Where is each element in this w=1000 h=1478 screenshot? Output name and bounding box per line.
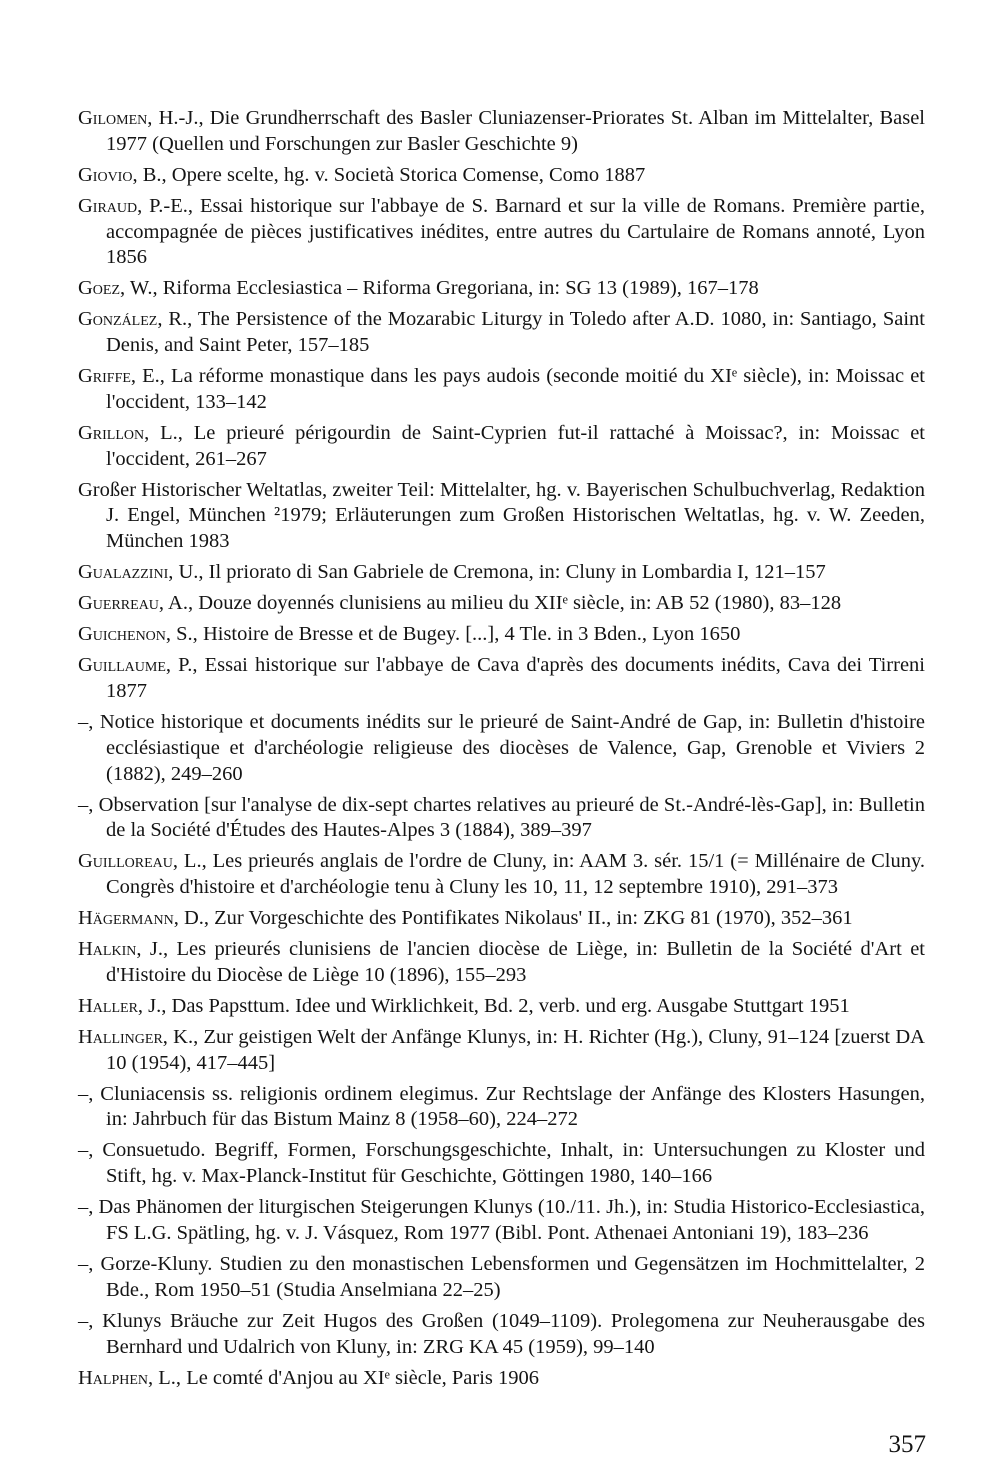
entry-author: Gualazzini, U., [78, 561, 204, 584]
bibliography-entry [78, 307, 925, 359]
entry-author: Gilomen, H.-J., [78, 107, 204, 129]
entry-author: Griffe, E., [78, 365, 165, 388]
bibliography-entry [78, 1309, 925, 1361]
bibliography-entry [78, 1252, 925, 1304]
entry-text: Zur geistigen Welt der Anfänge Klunys, in: H. Richter (Hg.), Cluny, 91–124 [zuerst DA 10 (1954), 417–445] [106, 1025, 925, 1074]
entry-text: –, Observation [sur l'analyse de dix-sept chartes relatives au prieuré de St.-André-lès-Gap], in: Bulletin de la Société d'Études des Hautes-Alpes 3 (1884), 389–397 [78, 793, 925, 842]
entry-text: –, Gorze-Kluny. Studien zu den monastischen Lebensformen und Gegensätzen im Hochmittelalter, 2 Bde., Rom 1950–51 (Studia Anselmiana 22–25) [78, 1253, 925, 1301]
bibliography-entry [78, 194, 925, 271]
bibliography-entry [78, 1082, 925, 1134]
entry-text: Großer Historischer Weltatlas, zweiter Teil: Mittelalter, hg. v. Bayerischen Schulbuchverlag, Redaktion J. Engel, München ²1979; Erläuterungen zum Großen Historischen Weltatlas, hg. v. W. Zeeden, München 1983 [78, 478, 925, 553]
entry-author: Grillon, L., [78, 421, 183, 444]
bibliography-entry [78, 622, 925, 648]
entry-text: Das Papsttum. Idee und Wirklichkeit, Bd. 2, verb. und erg. Ausgabe Stuttgart 1951 [166, 994, 850, 1017]
bibliography-entry [78, 710, 925, 787]
entry-text: –, Cluniacensis ss. religionis ordinem elegimus. Zur Rechtslage der Anfänge des Klosters Hasungen, in: Jahrbuch für das Bistum Mainz 8 (1958–60), 224–272 [78, 1082, 925, 1131]
entry-text: Le prieuré périgourdin de Saint-Cyprien fut-il rattaché à Moissac?, in: Moissac et l'occident, 261–267 [106, 421, 925, 470]
entry-author: Guilloreau, L., [78, 850, 207, 873]
entry-text: Essai historique sur l'abbaye de Cava d'après des documents inédits, Cava dei Tirreni 1877 [106, 654, 926, 702]
bibliography-entry [78, 1025, 925, 1077]
entry-text: –, Notice historique et documents inédits sur le prieuré de Saint-André de Gap, in: Bulletin d'histoire ecclésiastique et d'archéologie religieuse des diocèses de Valence, Gap, Grenoble et Viviers 2 (1882), 249–260 [78, 710, 925, 785]
bibliography-entry [78, 364, 925, 416]
entry-author: Giraud, P.-E., [78, 194, 194, 217]
entry-author: Guichenon, S., [78, 623, 198, 646]
entry-text: Il priorato di San Gabriele de Cremona, in: Cluny in Lombardia I, 121–157 [203, 561, 826, 584]
bibliography-entry [78, 560, 925, 586]
entry-author: Hallinger, K., [78, 1025, 199, 1048]
entry-author: Hägermann, D., [78, 907, 209, 930]
bibliography-entry [78, 906, 925, 932]
bibliography-entry [78, 163, 925, 189]
entry-text: The Persistence of the Mozarabic Liturgy in Toledo after A.D. 1080, in: Santiago, Saint Denis, and Saint Peter, 157–185 [106, 308, 925, 357]
entry-text: Essai historique sur l'abbaye de S. Barnard et sur la ville de Romans. Première partie, accompagnée de pièces justificatives inédites, entre autres du Cartulaire de Romans annoté, Lyon 1856 [106, 194, 925, 269]
bibliography-list [78, 106, 925, 1397]
bibliography-entry [78, 276, 925, 302]
bibliography-entry [78, 1195, 925, 1247]
bibliography-entry [78, 793, 925, 845]
entry-text: Riforma Ecclesiastica – Riforma Gregoriana, in: SG 13 (1989), 167–178 [157, 277, 759, 300]
entry-text: Die Grundherrschaft des Basler Cluniazenser-Priorates St. Alban im Mittelalter, Basel 1977 (Quellen und Forschungen zur Basler Geschichte 9) [106, 107, 925, 155]
entry-text: Les prieurés clunisiens de l'ancien diocèse de Liège, in: Bulletin de la Société d'Art et d'Histoire du Diocèse de Liège 10 (1896), 155–293 [106, 938, 926, 986]
entry-author: Halphen, L., [78, 1366, 182, 1389]
entry-text: –, Consuetudo. Begriff, Formen, Forschungsgeschichte, Inhalt, in: Untersuchungen zu Kloster und Stift, hg. v. Max-Planck-Institut für Geschichte, Göttingen 1980, 140–166 [78, 1139, 925, 1188]
bibliography-entry [78, 478, 925, 555]
entry-text: Zur Vorgeschichte des Pontifikates Nikolaus' II., in: ZKG 81 (1970), 352–361 [209, 907, 853, 930]
entry-author: Guillaume, P., [78, 654, 198, 677]
entry-author: González, R., [78, 308, 193, 331]
entry-text: Le comté d'Anjou au XIᵉ siècle, Paris 1906 [181, 1366, 539, 1389]
entry-author: Guerreau, A., [78, 592, 194, 615]
entry-author: Giovio, B., [78, 163, 167, 186]
bibliography-entry [78, 849, 925, 901]
entry-text: Opere scelte, hg. v. Società Storica Comense, Como 1887 [166, 163, 646, 186]
entry-text: Douze doyennés clunisiens au milieu du XIIᵉ siècle, in: AB 52 (1980), 83–128 [193, 592, 842, 615]
entry-text: Les prieurés anglais de l'ordre de Cluny, in: AAM 3. sér. 15/1 (= Millénaire de Cluny. Congrès d'histoire et d'archéologie tenu à Cluny les 10, 11, 12 septembre 1910), 291–373 [106, 850, 925, 899]
bibliography-entry [78, 421, 925, 473]
entry-text: –, Klunys Bräuche zur Zeit Hugos des Großen (1049–1109). Prolegomena zur Neuherausgabe des Bernhard und Udalrich von Kluny, in: ZRG KA 45 (1959), 99–140 [78, 1309, 925, 1358]
bibliography-entry [78, 591, 925, 617]
entry-author: Halkin, J., [78, 938, 169, 961]
entry-author: Haller, J., [78, 994, 167, 1017]
bibliography-entry [78, 994, 925, 1020]
entry-text: –, Das Phänomen der liturgischen Steigerungen Klunys (10./11. Jh.), in: Studia Historico-Ecclesiastica, FS L.G. Spätling, hg. v. J. Vásquez, Rom 1977 (Bibl. Pont. Athenaei Antoniani 19), 183–236 [78, 1196, 925, 1245]
bibliography-entry [78, 1138, 925, 1190]
bibliography-entry [78, 106, 925, 158]
page-number: 357 [888, 1431, 926, 1458]
bibliography-entry [78, 653, 925, 705]
entry-text: La réforme monastique dans les pays audois (seconde moitié du XIᵉ siècle), in: Moissac et l'occident, 133–142 [106, 365, 926, 413]
entry-text: Histoire de Bresse et de Bugey. [...], 4 Tle. in 3 Bden., Lyon 1650 [197, 623, 741, 646]
bibliography-entry [78, 1366, 925, 1392]
bibliography-entry [78, 937, 925, 989]
entry-author: Goez, W., [78, 277, 158, 300]
